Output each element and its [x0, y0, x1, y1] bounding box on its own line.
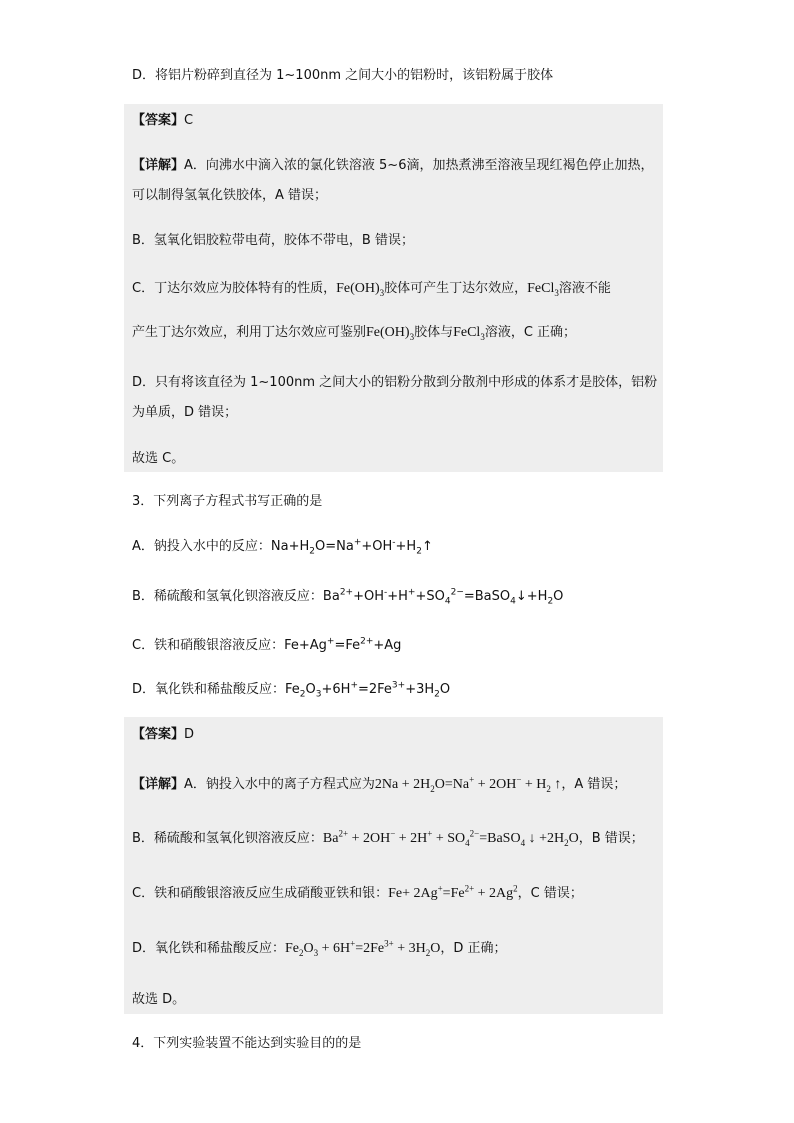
- q3-detail-b: [132, 829, 644, 849]
- answer-label: 【答案】: [132, 113, 185, 128]
- q3-answer: [132, 725, 194, 745]
- q3-option-b: [132, 587, 563, 607]
- formula-fecl3: FeCl$_3$: [527, 281, 559, 298]
- formula-fecl3: FeCl$_3$: [453, 325, 485, 342]
- answer-label: 【答案】: [132, 727, 185, 742]
- detail-c1b: 胶体可产生丁达尔效应，: [384, 281, 528, 296]
- detail-c1c: 溶液不能: [558, 281, 611, 296]
- detail-d-text: D．氧化铁和稀盐酸反应：: [132, 941, 286, 956]
- q2-detail-a: [132, 151, 662, 211]
- detail-label: 【详解】: [132, 777, 185, 792]
- q3-conclusion: 故选 D。: [132, 992, 186, 1007]
- detail-c-formula: $Fe+ 2Ag^+=Fe^{2+} + 2Ag^2$: [388, 883, 518, 901]
- q3-option-a: [132, 537, 433, 557]
- q2-option-d: D．将铝片粉碎到直径为 1~100nm 之间大小的铝粉时，该铝粉属于胶体: [132, 68, 554, 83]
- q3-option-c: [132, 636, 401, 656]
- option-c-formula: $Fe+Ag^+=Fe^{2+}+Ag$: [284, 636, 402, 653]
- option-d-label: D．氧化铁和稀盐酸反应：: [132, 682, 286, 697]
- q2-answer: [132, 111, 193, 131]
- q2-detail-b: B．氢氧化铝胶粒带电荷，胶体不带电，B 错误；: [132, 233, 414, 248]
- q3-answer-block: [124, 717, 663, 1014]
- option-c-label: C．铁和硝酸银溶液反应：: [132, 638, 285, 653]
- option-a-label: A．钠投入水中的反应：: [132, 539, 271, 554]
- answer-value: D: [184, 727, 195, 742]
- detail-b-end: ，B 错误；: [578, 831, 644, 846]
- option-a-formula: $Na+H_2O=Na^++OH^-+H_2↑$: [270, 537, 433, 557]
- q2-conclusion: 故选 C。: [132, 451, 185, 466]
- detail-c2c: 溶液，C 正确；: [484, 325, 577, 340]
- q2-detail-d: D．只有将该直径为 1~100nm 之间大小的铝粉分散到分散剂中形成的体系才是胶体，铝粉为单质，D 错误；: [132, 375, 658, 420]
- q3-stem: 3．下列离子方程式书写正确的是: [132, 494, 323, 509]
- detail-c2b: 胶体与: [414, 325, 454, 340]
- q3-detail-c: [132, 884, 583, 904]
- formula-fe-oh-3: $Fe(OH)_3$: [336, 281, 385, 298]
- detail-b-text: B．稀硫酸和氢氧化钡溶液反应：: [132, 831, 323, 846]
- q4-stem: 4．下列实验装置不能达到实验目的的是: [132, 1036, 362, 1051]
- option-b-formula: $Ba^{2+}+OH^-+H^++SO_4^{2-}=BaSO_4↓+H_2O$: [322, 587, 564, 607]
- q3-detail-d: [132, 939, 507, 959]
- q3-option-d: [132, 680, 450, 700]
- q2-detail-c-line2: [132, 323, 576, 343]
- detail-a-formula: $2Na + 2H_2O=Na^+ + 2OH^- + H_2$ ↑: [374, 774, 562, 794]
- detail-c2a: 产生丁达尔效应，利用丁达尔效应可鉴别: [132, 325, 367, 340]
- detail-a-text: A．向沸水中滴入浓的氯化铁溶液 5~6滴，加热煮沸至溶液呈现红褐色停止加热，可以制得氢氧化铁胶体，A 错误；: [132, 158, 654, 203]
- formula-fe-oh-3: $Fe(OH)_3$: [366, 325, 415, 342]
- answer-value: C: [184, 113, 194, 128]
- q2-detail-c-line1: [132, 279, 611, 299]
- detail-c-end: ，C 错误；: [517, 886, 583, 901]
- option-d-formula: $Fe_2O_3+6H^+=2Fe^{3+}+3H_2O$: [285, 680, 451, 700]
- detail-c1a: C．丁达尔效应为胶体特有的性质，: [132, 281, 337, 296]
- detail-label: 【详解】: [132, 158, 185, 173]
- detail-c-text: C．铁和硝酸银溶液反应生成硝酸亚铁和银：: [132, 886, 389, 901]
- option-b-label: B．稀硫酸和氢氧化钡溶液反应：: [132, 589, 323, 604]
- detail-d-end: ，D 正确；: [440, 941, 507, 956]
- detail-b-formula: $Ba^{2+} + 2OH^- + 2H^+$ + $SO_4^{2-}=BaSO_4$ ↓ $+2H_2O$: [322, 828, 579, 848]
- detail-a-text: A．钠投入水中的离子方程式应为: [184, 777, 375, 792]
- detail-a-end: ，A 错误；: [561, 777, 627, 792]
- q3-detail-a: [132, 775, 626, 795]
- detail-d-formula: $Fe_2O_3 + 6H^+=2Fe^{3+} + 3H_2O$: [285, 938, 441, 958]
